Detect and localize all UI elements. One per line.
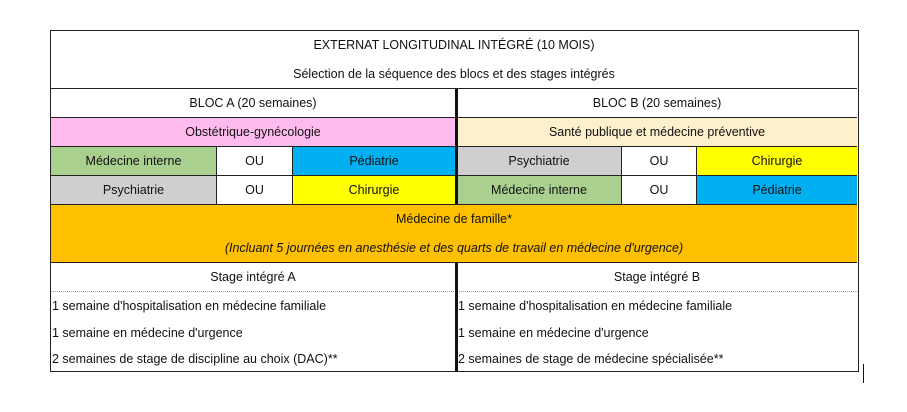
medecine-famille-note: (Incluant 5 journées en anesthésie et des quarts de travail en médecine d'urgence) xyxy=(51,233,857,262)
bloc-b-option-chirurgie: Chirurgie xyxy=(696,146,857,175)
stage-a-label: Stage intégré A xyxy=(51,262,455,291)
medecine-famille-label: Médecine de famille* xyxy=(51,204,857,233)
bloc-b-or: OU xyxy=(621,146,696,175)
bloc-a-option-medecine-interne: Médecine interne xyxy=(51,146,216,175)
bloc-b-or: OU xyxy=(621,175,696,204)
stage-a-item: 1 semaine d'hospitalisation en médecine familiale xyxy=(52,298,327,313)
bloc-divider xyxy=(455,88,458,204)
bloc-a-option-pediatrie: Pédiatrie xyxy=(292,146,455,175)
bloc-a-label: BLOC A (20 semaines) xyxy=(51,88,455,117)
bloc-a-option-psychiatrie: Psychiatrie xyxy=(51,175,216,204)
stage-a-item: 2 semaines de stage de discipline au choix (DAC)** xyxy=(52,351,338,366)
stage-divider xyxy=(455,262,458,371)
bloc-b-option-medecine-interne: Médecine interne xyxy=(457,175,621,204)
stage-b-item: 2 semaines de stage de médecine spécialisée** xyxy=(458,351,724,366)
stage-b-item: 1 semaine en médecine d'urgence xyxy=(458,325,649,340)
text-cursor xyxy=(863,364,864,383)
table-subtitle: Sélection de la séquence des blocs et des stages intégrés xyxy=(293,66,615,81)
stage-b-label: Stage intégré B xyxy=(457,262,857,291)
bloc-a-main: Obstétrique-gynécologie xyxy=(51,117,455,146)
bloc-a-or: OU xyxy=(216,146,292,175)
externat-table xyxy=(50,30,859,372)
bloc-b-main: Santé publique et médecine préventive xyxy=(457,117,857,146)
stage-b-item: 1 semaine d'hospitalisation en médecine familiale xyxy=(458,298,733,313)
table-title: EXTERNAT LONGITUDINAL INTÉGRÉ (10 MOIS) xyxy=(313,38,595,52)
bloc-b-option-psychiatrie: Psychiatrie xyxy=(457,146,621,175)
bloc-a-or: OU xyxy=(216,175,292,204)
bloc-b-label: BLOC B (20 semaines) xyxy=(457,88,857,117)
bloc-a-option-chirurgie: Chirurgie xyxy=(292,175,455,204)
stage-a-item: 1 semaine en médecine d'urgence xyxy=(52,325,243,340)
bloc-b-option-pediatrie: Pédiatrie xyxy=(696,175,857,204)
